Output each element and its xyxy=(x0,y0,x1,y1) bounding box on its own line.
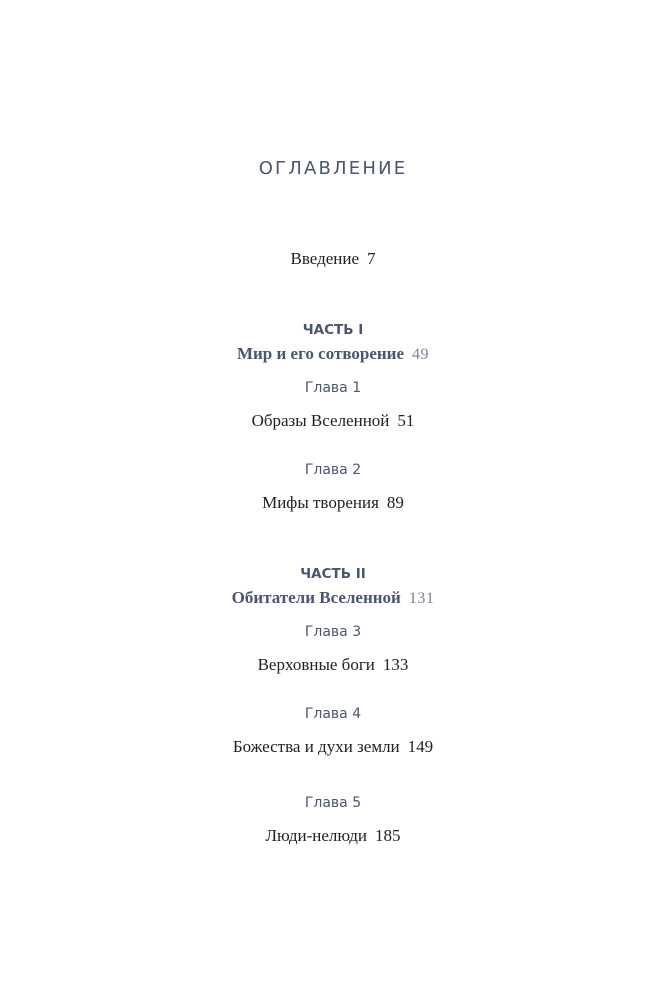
chapter-page-number: 149 xyxy=(407,737,434,756)
part-title: Мир и его сотворение xyxy=(236,344,405,363)
entry-page-number: 7 xyxy=(367,249,376,268)
chapter-page-number: 133 xyxy=(382,655,409,674)
toc-entry-chapter-3[interactable] xyxy=(0,655,666,675)
chapter-label: Глава 3 xyxy=(304,624,362,640)
chapter-title: Люди-нелюди xyxy=(265,826,367,845)
part-label: ЧАСТЬ II xyxy=(300,566,366,582)
chapter-label: Глава 5 xyxy=(304,795,362,811)
toc-entry-chapter-2[interactable] xyxy=(0,493,666,513)
chapter-label: Глава 2 xyxy=(304,462,362,478)
chapter-page-number: 89 xyxy=(386,493,404,512)
chapter-label: Глава 4 xyxy=(304,706,362,722)
toc-entry-chapter-5[interactable] xyxy=(0,826,666,846)
chapter-title: Божества и духи земли xyxy=(232,737,400,756)
toc-entry-chapter-1[interactable] xyxy=(0,411,666,431)
toc-entry-part-2[interactable] xyxy=(0,588,666,608)
page-title: ОГЛАВЛЕНИЕ xyxy=(258,158,408,179)
toc-entry-part-1[interactable] xyxy=(0,344,666,364)
chapter-title: Мифы творения xyxy=(262,493,379,512)
part-page-number: 131 xyxy=(408,590,435,607)
part-title: Обитатели Вселенной xyxy=(231,588,401,607)
toc-entry-introduction[interactable] xyxy=(0,249,666,269)
part-page-number: 49 xyxy=(412,346,430,363)
part-label: ЧАСТЬ I xyxy=(302,322,364,338)
chapter-title: Верховные боги xyxy=(257,655,375,674)
entry-title: Введение xyxy=(290,249,360,268)
toc-entry-chapter-4[interactable] xyxy=(0,737,666,757)
chapter-title: Образы Вселенной xyxy=(251,411,390,430)
chapter-page-number: 51 xyxy=(397,411,415,430)
chapter-label: Глава 1 xyxy=(304,380,362,396)
chapter-page-number: 185 xyxy=(375,826,401,845)
